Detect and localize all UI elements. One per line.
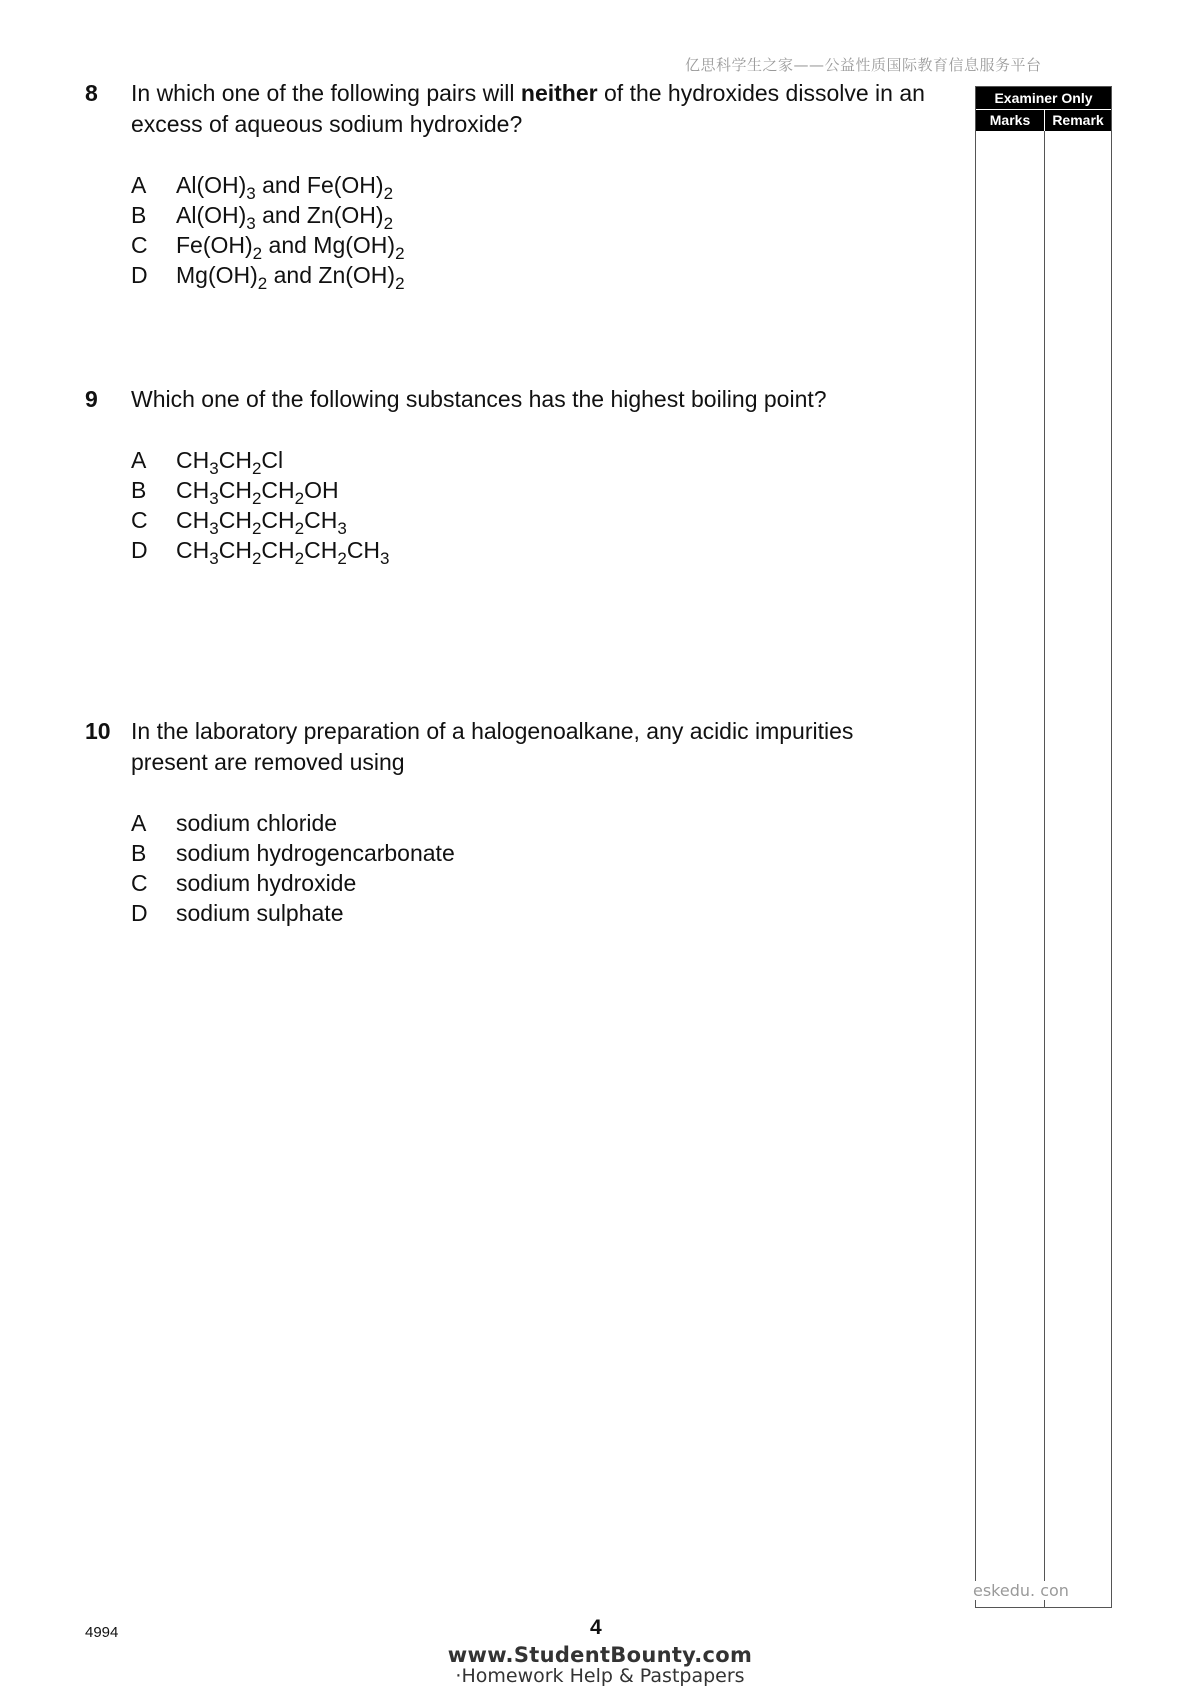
option-c <box>131 230 935 263</box>
watermark-top-text: 亿思科学生之家——公益性质国际教育信息服务平台 <box>685 56 1042 74</box>
remark-column-header: Remark <box>1045 110 1111 131</box>
option-letter: B <box>131 477 147 503</box>
examiner-only-box <box>975 86 1112 1608</box>
answer-options <box>131 170 935 293</box>
option-c <box>131 868 935 898</box>
option-b <box>131 838 935 868</box>
option-letter: D <box>131 537 148 563</box>
option-text: $CH_3CH_2CH_2OH$ <box>176 477 339 508</box>
option-letter: D <box>131 262 148 288</box>
option-text: $Mg(OH)_2$ and $Zn(OH)_2$ <box>176 262 405 293</box>
option-d <box>131 535 935 568</box>
option-letter: C <box>131 507 148 533</box>
question-10 <box>85 716 935 928</box>
option-a <box>131 170 935 203</box>
question-number: 8 <box>85 80 98 106</box>
option-letter: B <box>131 840 147 866</box>
question-text: Which one of the following substances has the highest boiling point? <box>131 386 827 412</box>
option-b <box>131 200 935 233</box>
question-number: 10 <box>85 718 111 744</box>
option-letter: A <box>131 810 147 836</box>
option-a <box>131 445 935 478</box>
column-divider <box>1044 131 1045 1607</box>
option-d <box>131 260 935 293</box>
question-8 <box>85 78 935 293</box>
option-c <box>131 505 935 538</box>
option-letter: D <box>131 900 148 926</box>
option-a <box>131 808 935 838</box>
page-number: 4 <box>590 1616 602 1639</box>
option-text: $Fe(OH)_2$ and $Mg(OH)_2$ <box>176 232 405 263</box>
logo-url: www.StudentBounty.com <box>447 1643 753 1667</box>
marks-column-header: Marks <box>976 110 1045 131</box>
logo-tagline: ·Homework Help & Pastpapers <box>455 1665 745 1687</box>
question-number: 9 <box>85 386 98 412</box>
examiner-only-header: Examiner Only <box>976 87 1111 109</box>
option-letter: C <box>131 870 148 896</box>
answer-options <box>131 445 935 568</box>
answer-options <box>131 808 935 928</box>
paper-code: 4994 <box>85 1624 119 1641</box>
question-text: In the laboratory preparation of a halogenoalkane, any acidic impurities present are removed using <box>131 718 854 775</box>
option-letter: A <box>131 447 147 473</box>
option-letter: A <box>131 172 147 198</box>
option-text: $Al(OH)_3$ and $Zn(OH)_2$ <box>176 202 394 233</box>
option-text: $CH_3CH_2Cl$ <box>176 447 284 478</box>
question-text: In which one of the following pairs will neither of the hydroxides dissolve in an excess of aqueous sodium hydroxide? <box>131 80 925 137</box>
option-text: sodium hydrogencarbonate <box>176 840 455 866</box>
watermark-bottom-text: eskedu. con <box>973 1581 1069 1600</box>
option-text: sodium hydroxide <box>176 870 357 896</box>
question-emphasis: neither <box>520 80 598 106</box>
studentbounty-logo <box>440 1645 760 1686</box>
option-letter: B <box>131 202 147 228</box>
option-letter: C <box>131 232 148 258</box>
option-d <box>131 898 935 928</box>
option-text: $Al(OH)_3$ and $Fe(OH)_2$ <box>176 172 394 203</box>
option-text: $CH_3CH_2CH_2CH_3$ <box>176 507 347 538</box>
option-text: sodium sulphate <box>176 900 344 926</box>
option-text: $CH_3CH_2CH_2CH_2CH_3$ <box>176 537 390 568</box>
option-text: sodium chloride <box>176 810 338 836</box>
question-9 <box>85 384 935 568</box>
option-b <box>131 475 935 508</box>
examiner-column-headers <box>976 109 1111 131</box>
